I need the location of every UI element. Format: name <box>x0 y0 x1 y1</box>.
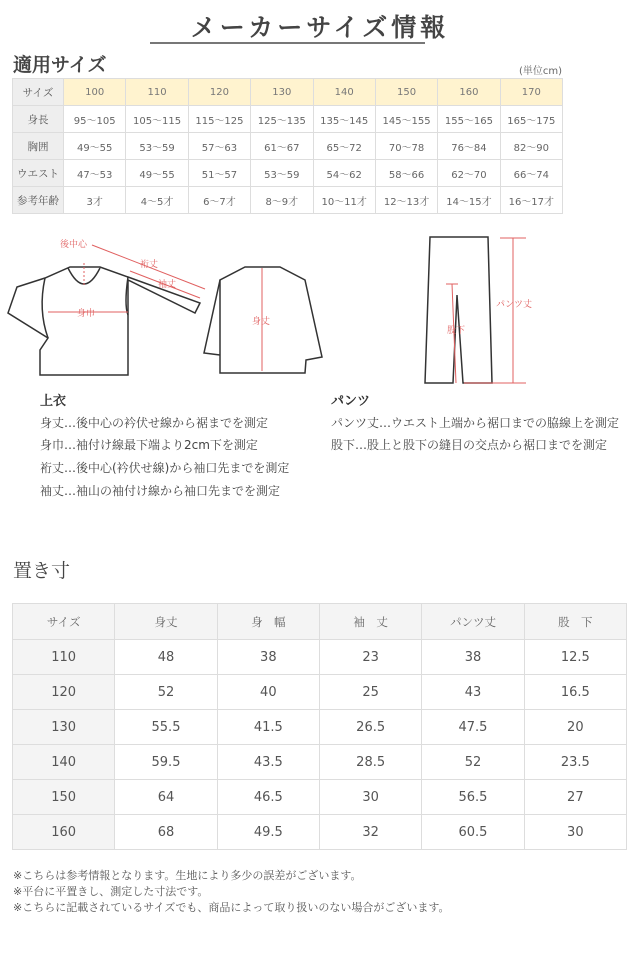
cell: 12.5 <box>524 640 626 675</box>
cell: 66〜74 <box>500 160 562 187</box>
row-header: 身長 <box>13 106 64 133</box>
cell: 30 <box>524 815 626 850</box>
cell: 53〜59 <box>126 133 188 160</box>
cell: 52 <box>422 745 524 780</box>
cell: 8〜9才 <box>251 187 313 214</box>
cell: 61〜67 <box>251 133 313 160</box>
measurements-title: 置き寸 <box>13 560 71 582</box>
cell: 60.5 <box>422 815 524 850</box>
size-col: 130 <box>251 79 313 106</box>
cell: 30 <box>319 780 421 815</box>
cell: 135〜145 <box>313 106 375 133</box>
row-header: 参考年齢 <box>13 187 64 214</box>
cell: 16〜17才 <box>500 187 562 214</box>
cell: 105〜115 <box>126 106 188 133</box>
table-row <box>13 710 627 745</box>
cell: 25 <box>319 675 421 710</box>
row-header: 胸囲 <box>13 133 64 160</box>
cell: 160 <box>13 815 115 850</box>
cell: 130 <box>13 710 115 745</box>
cell: 95〜105 <box>64 106 126 133</box>
cell: 145〜155 <box>375 106 437 133</box>
note-line: ※平台に平置きし、測定した寸法です。 <box>13 885 209 898</box>
cell: 70〜78 <box>375 133 437 160</box>
cell: 38 <box>422 640 524 675</box>
cell: 4〜5才 <box>126 187 188 214</box>
table-row <box>13 780 627 815</box>
top-desc-line: 袖丈…袖山の袖付け線から袖口先までを測定 <box>40 484 281 498</box>
cell: 16.5 <box>524 675 626 710</box>
label-pants-length: パンツ丈 <box>496 300 533 310</box>
cell: 38 <box>217 640 319 675</box>
cell: 46.5 <box>217 780 319 815</box>
cell: 56.5 <box>422 780 524 815</box>
row-header: ウエスト <box>13 160 64 187</box>
size-chart-table <box>12 78 563 214</box>
label-inseam: 股下 <box>447 326 466 336</box>
cell: 20 <box>524 710 626 745</box>
size-col: 120 <box>188 79 250 106</box>
col-header: サイズ <box>13 604 115 640</box>
table-row <box>13 160 563 187</box>
size-col: 150 <box>375 79 437 106</box>
cell: 54〜62 <box>313 160 375 187</box>
pants-desc-title: パンツ <box>331 394 371 409</box>
cell: 57〜63 <box>188 133 250 160</box>
cell: 53〜59 <box>251 160 313 187</box>
cell: 23 <box>319 640 421 675</box>
cell: 64 <box>115 780 217 815</box>
table-row <box>13 745 627 780</box>
top-desc-line: 身丈…後中心の衿伏せ線から裾までを測定 <box>40 416 269 430</box>
size-col: 110 <box>126 79 188 106</box>
table-row <box>13 187 563 214</box>
notes <box>13 868 449 916</box>
cell: 115〜125 <box>188 106 250 133</box>
cell: 55.5 <box>115 710 217 745</box>
cell: 28.5 <box>319 745 421 780</box>
table-row <box>13 640 627 675</box>
cell: 47〜53 <box>64 160 126 187</box>
cell: 51〜57 <box>188 160 250 187</box>
col-header: 身 幅 <box>217 604 319 640</box>
cell: 23.5 <box>524 745 626 780</box>
table-row <box>13 675 627 710</box>
pants-desc-line: パンツ丈…ウエスト上端から裾口までの脇線上を測定 <box>331 416 620 430</box>
cell: 43 <box>422 675 524 710</box>
cell: 82〜90 <box>500 133 562 160</box>
col-header: パンツ丈 <box>422 604 524 640</box>
cell: 6〜7才 <box>188 187 250 214</box>
size-col: 140 <box>313 79 375 106</box>
cell: 26.5 <box>319 710 421 745</box>
cell: 62〜70 <box>438 160 500 187</box>
cell: 49〜55 <box>126 160 188 187</box>
label-sleeve: 袖丈 <box>158 280 177 290</box>
cell: 52 <box>115 675 217 710</box>
pants-diagram <box>400 225 560 395</box>
cell: 41.5 <box>217 710 319 745</box>
page-title: メーカーサイズ情報 <box>190 13 450 42</box>
cell: 59.5 <box>115 745 217 780</box>
title-underline <box>150 42 425 44</box>
cell: 27 <box>524 780 626 815</box>
top-desc-line: 身巾…袖付け線最下端より2cm下を測定 <box>40 438 258 452</box>
label-width: 身巾 <box>77 309 96 319</box>
col-header: 袖 丈 <box>319 604 421 640</box>
size-col: 100 <box>64 79 126 106</box>
note-line: ※こちらに記載されているサイズでも、商品によって取り扱いのない場合がございます。 <box>13 901 450 914</box>
table-row <box>13 106 563 133</box>
cell: 58〜66 <box>375 160 437 187</box>
cell: 49〜55 <box>64 133 126 160</box>
col-header: 身丈 <box>115 604 217 640</box>
cell: 155〜165 <box>438 106 500 133</box>
label-back-center: 後中心 <box>60 240 88 250</box>
cell: 40 <box>217 675 319 710</box>
cell: 32 <box>319 815 421 850</box>
cell: 140 <box>13 745 115 780</box>
shirt-front-diagram <box>0 225 340 385</box>
cell: 47.5 <box>422 710 524 745</box>
table-row <box>13 815 627 850</box>
cell: 43.5 <box>217 745 319 780</box>
unit-label: (単位cm) <box>518 66 562 77</box>
cell: 65〜72 <box>313 133 375 160</box>
col-header: 股 下 <box>524 604 626 640</box>
size-header-row <box>13 79 563 106</box>
measurements-table <box>12 603 627 850</box>
cell: 49.5 <box>217 815 319 850</box>
cell: 150 <box>13 780 115 815</box>
cell: 125〜135 <box>251 106 313 133</box>
size-col: 160 <box>438 79 500 106</box>
cell: 14〜15才 <box>438 187 500 214</box>
cell: 110 <box>13 640 115 675</box>
size-chart-title: 適用サイズ <box>13 54 107 76</box>
table-row <box>13 133 563 160</box>
size-col: 170 <box>500 79 562 106</box>
cell: 120 <box>13 675 115 710</box>
label-length: 身丈 <box>252 317 271 327</box>
label-yuki: 裄丈 <box>140 260 159 270</box>
cell: 165〜175 <box>500 106 562 133</box>
top-desc-line: 裄丈…後中心(衿伏せ線)から袖口先までを測定 <box>40 461 290 475</box>
row-header: サイズ <box>13 79 64 106</box>
cell: 68 <box>115 815 217 850</box>
note-line: ※こちらは参考情報となります。生地により多少の誤差がございます。 <box>13 869 362 882</box>
cell: 12〜13才 <box>375 187 437 214</box>
top-desc-title: 上衣 <box>40 394 67 409</box>
header-row <box>13 604 627 640</box>
cell: 10〜11才 <box>313 187 375 214</box>
cell: 48 <box>115 640 217 675</box>
cell: 3才 <box>64 187 126 214</box>
cell: 76〜84 <box>438 133 500 160</box>
pants-desc-line: 股下…股上と股下の縫目の交点から裾口までを測定 <box>331 438 608 452</box>
